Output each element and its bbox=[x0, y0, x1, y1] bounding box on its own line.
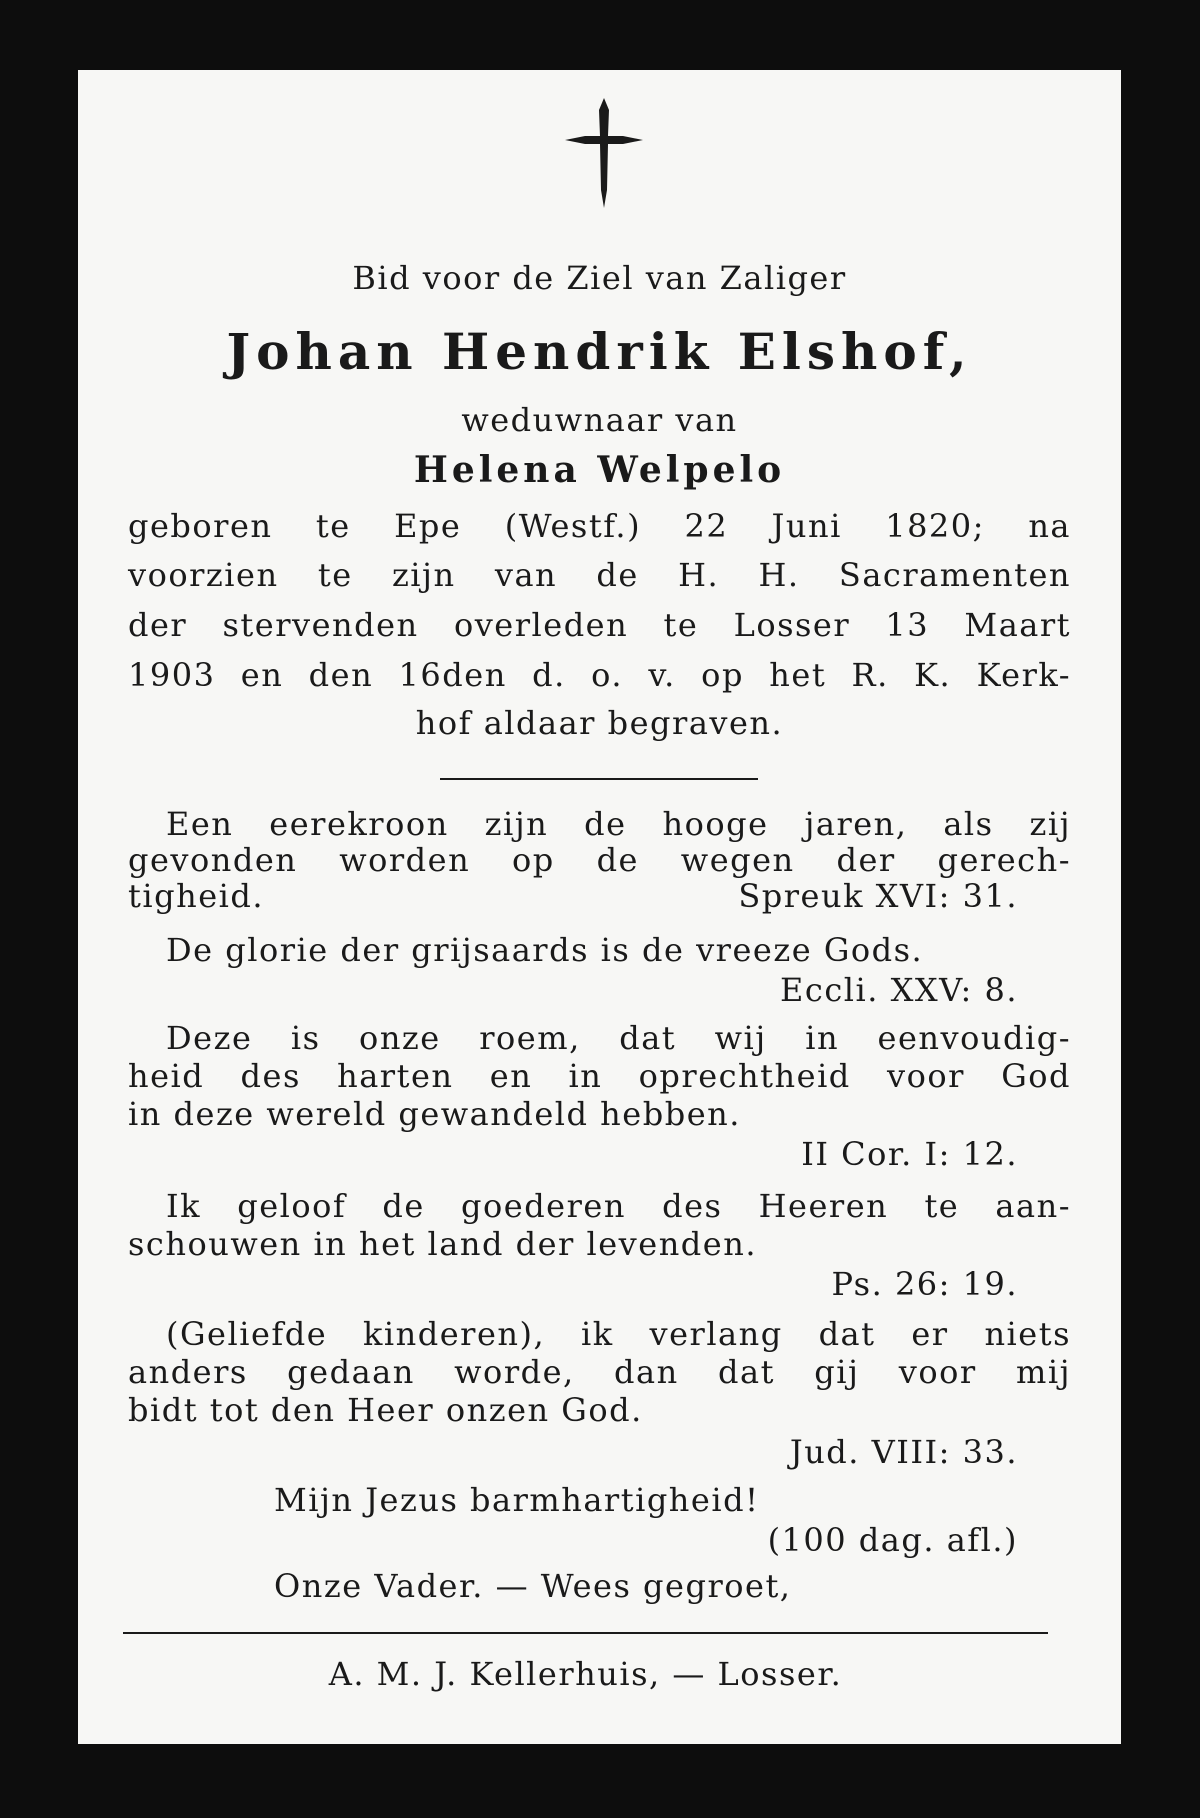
bio-line: geboren te Epe (Westf.) 22 Juni 1820; na bbox=[128, 507, 1071, 545]
quote-line: Een eerekroon zijn de hooge jaren, als zij bbox=[166, 805, 1071, 843]
intro-line: Bid voor de Ziel van Zaliger bbox=[352, 259, 847, 297]
latin-cross-icon bbox=[565, 98, 643, 208]
quote-line: De glorie der grijsaards is de vreeze Gods. bbox=[166, 931, 924, 969]
printer-imprint: A. M. J. Kellerhuis, — Losser. bbox=[328, 1655, 843, 1693]
deceased-name: Johan Hendrik Elshof, bbox=[226, 322, 973, 381]
quote-line: bidt tot den Heer onzen God. bbox=[128, 1391, 643, 1429]
scripture-reference: II Cor. I: 12. bbox=[801, 1135, 1018, 1173]
quote-line: tigheid. bbox=[128, 877, 265, 915]
prayer-line: Mijn Jezus barmhartigheid! bbox=[274, 1481, 760, 1519]
closing-line: Onze Vader. — Wees gegroet, bbox=[274, 1567, 792, 1605]
bio-line: hof aldaar begraven. bbox=[415, 704, 784, 742]
bio-line: voorzien te zijn van de H. H. Sacramenten bbox=[128, 556, 1071, 594]
spouse-name: Helena Welpelo bbox=[413, 449, 786, 491]
indulgence-note: (100 dag. afl.) bbox=[767, 1521, 1018, 1559]
bio-line: der stervenden overleden te Losser 13 Maart bbox=[128, 606, 1071, 644]
footer-divider bbox=[123, 1632, 1048, 1634]
scripture-reference: Ps. 26: 19. bbox=[831, 1265, 1018, 1303]
quote-line: heid des harten en in oprechtheid voor God bbox=[128, 1057, 1071, 1095]
quote-line: gevonden worden op de wegen der gerech- bbox=[128, 841, 1071, 879]
scripture-reference: Eccli. XXV: 8. bbox=[780, 971, 1018, 1009]
scripture-reference: Spreuk XVI: 31. bbox=[738, 877, 1018, 915]
quote-line: schouwen in het land der levenden. bbox=[128, 1225, 757, 1263]
quote-line: (Geliefde kinderen), ik verlang dat er niets bbox=[166, 1315, 1071, 1353]
quote-line: anders gedaan worde, dan dat gij voor mij bbox=[128, 1353, 1071, 1391]
quote-line: Ik geloof de goederen des Heeren te aan- bbox=[166, 1187, 1071, 1225]
scripture-reference: Jud. VIII: 33. bbox=[789, 1433, 1018, 1471]
relation-line: weduwnaar van bbox=[461, 401, 738, 439]
quote-line: in deze wereld gewandeld hebben. bbox=[128, 1095, 741, 1133]
bio-line: 1903 en den 16den d. o. v. op het R. K. Kerk- bbox=[128, 656, 1071, 694]
quote-line: Deze is onze roem, dat wij in eenvoudig- bbox=[166, 1019, 1071, 1057]
short-divider bbox=[440, 778, 758, 780]
card-paper bbox=[78, 70, 1121, 1744]
